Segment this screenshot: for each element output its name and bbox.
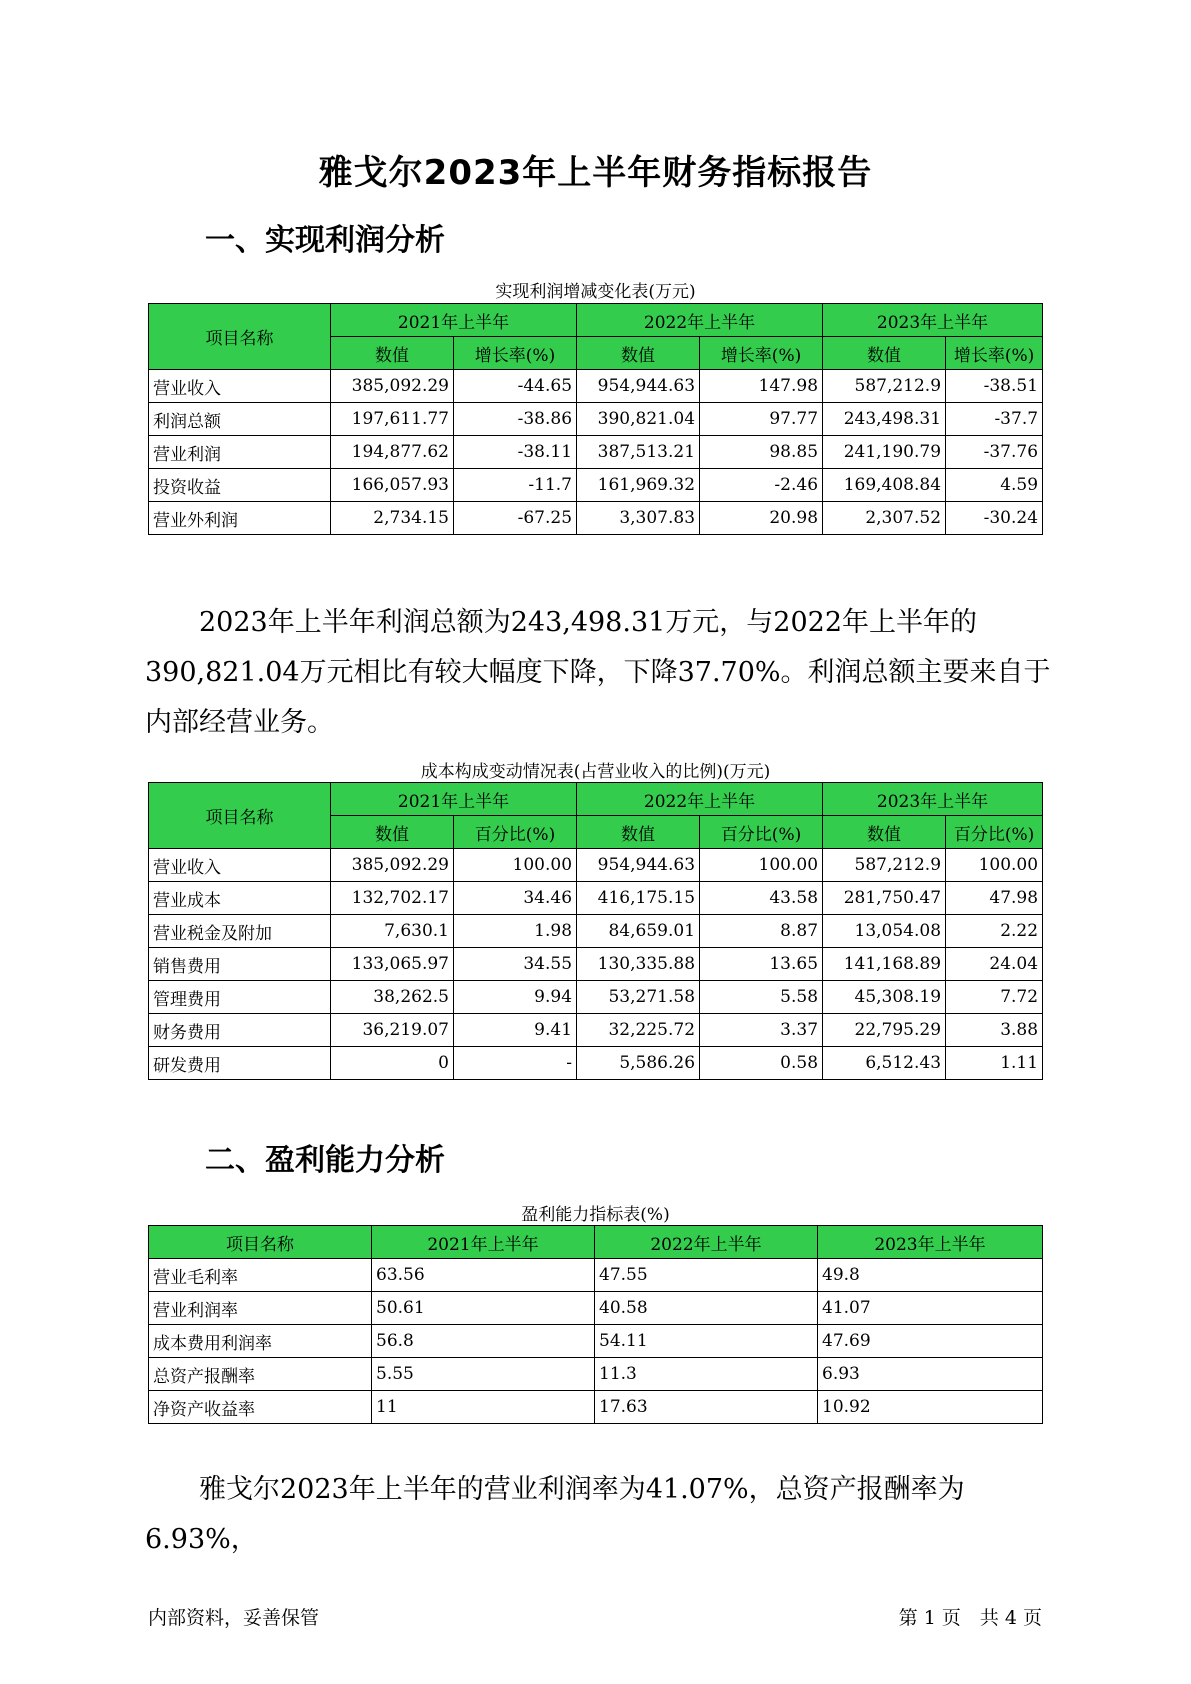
cell: -38.11 bbox=[454, 436, 577, 469]
cell: -37.7 bbox=[946, 403, 1043, 436]
profit-change-table bbox=[148, 303, 1043, 535]
cell: 22,795.29 bbox=[823, 1014, 946, 1047]
row-label: 营业外利润 bbox=[149, 502, 331, 535]
cell: 47.69 bbox=[818, 1325, 1043, 1358]
cell: 97.77 bbox=[700, 403, 823, 436]
cell: 10.92 bbox=[818, 1391, 1043, 1424]
cell: 147.98 bbox=[700, 370, 823, 403]
row-label: 财务费用 bbox=[149, 1014, 331, 1047]
cell: 954,944.63 bbox=[577, 849, 700, 882]
cell: 11.3 bbox=[595, 1358, 818, 1391]
cell: 34.46 bbox=[454, 882, 577, 915]
cell: 0.58 bbox=[700, 1047, 823, 1080]
cell: 390,821.04 bbox=[577, 403, 700, 436]
header-value: 数值 bbox=[823, 337, 946, 370]
page-title: 雅戈尔2023年上半年财务指标报告 bbox=[318, 153, 873, 193]
cell: 243,498.31 bbox=[823, 403, 946, 436]
cell: 54.11 bbox=[595, 1325, 818, 1358]
table-row bbox=[149, 1259, 1043, 1292]
table-row bbox=[149, 403, 1043, 436]
cell: 47.98 bbox=[946, 882, 1043, 915]
cell: 1.98 bbox=[454, 915, 577, 948]
cell: -2.46 bbox=[700, 469, 823, 502]
cell: 47.55 bbox=[595, 1259, 818, 1292]
table-row bbox=[149, 1014, 1043, 1047]
cell: 6.93 bbox=[818, 1358, 1043, 1391]
paragraph-text: 雅戈尔2023年上半年的营业利润率为41.07%，总资产报酬率为6.93%， bbox=[145, 1474, 965, 1555]
table-row bbox=[149, 915, 1043, 948]
header-period-2022: 2022年上半年 bbox=[577, 783, 823, 816]
cell: 8.87 bbox=[700, 915, 823, 948]
row-label: 管理费用 bbox=[149, 981, 331, 1014]
table-row bbox=[149, 882, 1043, 915]
cell: 100.00 bbox=[946, 849, 1043, 882]
cell: -67.25 bbox=[454, 502, 577, 535]
cell: 41.07 bbox=[818, 1292, 1043, 1325]
row-label: 成本费用利润率 bbox=[149, 1325, 372, 1358]
cell: 9.94 bbox=[454, 981, 577, 1014]
cell: 141,168.89 bbox=[823, 948, 946, 981]
row-label: 总资产报酬率 bbox=[149, 1358, 372, 1391]
section-heading-profit: 一、实现利润分析 bbox=[205, 223, 445, 258]
cell: 130,335.88 bbox=[577, 948, 700, 981]
cell: 56.8 bbox=[372, 1325, 595, 1358]
row-label: 营业利润率 bbox=[149, 1292, 372, 1325]
table-row bbox=[149, 436, 1043, 469]
cell: 2,307.52 bbox=[823, 502, 946, 535]
cell: 281,750.47 bbox=[823, 882, 946, 915]
cell: 132,702.17 bbox=[331, 882, 454, 915]
row-label: 营业收入 bbox=[149, 370, 331, 403]
table3-caption: 盈利能力指标表(%) bbox=[521, 1205, 670, 1225]
cell: 5.58 bbox=[700, 981, 823, 1014]
cell: 6,512.43 bbox=[823, 1047, 946, 1080]
footer-page-number: 第 1 页 共 4 页 bbox=[898, 1607, 1042, 1629]
cell: 34.55 bbox=[454, 948, 577, 981]
table-row bbox=[149, 370, 1043, 403]
cell: -30.24 bbox=[946, 502, 1043, 535]
row-label: 销售费用 bbox=[149, 948, 331, 981]
table-row bbox=[149, 1292, 1043, 1325]
header-value: 数值 bbox=[331, 337, 454, 370]
table-row bbox=[149, 981, 1043, 1014]
section-heading-profitability: 二、盈利能力分析 bbox=[205, 1143, 445, 1178]
paragraph-profitability-summary bbox=[145, 1465, 1055, 1565]
cell: 385,092.29 bbox=[331, 849, 454, 882]
header-growth: 增长率(%) bbox=[700, 337, 823, 370]
cell: 11 bbox=[372, 1391, 595, 1424]
row-label: 营业成本 bbox=[149, 882, 331, 915]
footer-confidential-note: 内部资料，妥善保管 bbox=[148, 1607, 320, 1629]
row-label: 研发费用 bbox=[149, 1047, 331, 1080]
cell: 50.61 bbox=[372, 1292, 595, 1325]
header-value: 数值 bbox=[823, 816, 946, 849]
paragraph-profit-summary bbox=[145, 598, 1055, 748]
cell: 197,611.77 bbox=[331, 403, 454, 436]
header-period-2021: 2021年上半年 bbox=[331, 304, 577, 337]
cell: -38.86 bbox=[454, 403, 577, 436]
cell: 5,586.26 bbox=[577, 1047, 700, 1080]
header-growth: 增长率(%) bbox=[454, 337, 577, 370]
cell: 1.11 bbox=[946, 1047, 1043, 1080]
cell: -11.7 bbox=[454, 469, 577, 502]
cell: 2,734.15 bbox=[331, 502, 454, 535]
cell: 7.72 bbox=[946, 981, 1043, 1014]
header-period-2023: 2023年上半年 bbox=[823, 304, 1043, 337]
table-row bbox=[149, 502, 1043, 535]
cell: 45,308.19 bbox=[823, 981, 946, 1014]
cell: 36,219.07 bbox=[331, 1014, 454, 1047]
cell: -44.65 bbox=[454, 370, 577, 403]
cell: 3.88 bbox=[946, 1014, 1043, 1047]
table-row bbox=[149, 849, 1043, 882]
header-item-name: 项目名称 bbox=[149, 1226, 372, 1259]
table2-caption: 成本构成变动情况表(占营业收入的比例)(万元) bbox=[420, 762, 771, 782]
cell: 100.00 bbox=[700, 849, 823, 882]
cell: -37.76 bbox=[946, 436, 1043, 469]
cell: 53,271.58 bbox=[577, 981, 700, 1014]
paragraph-text: 2023年上半年利润总额为243,498.31万元，与2022年上半年的390,821.04万元相比有较大幅度下降，下降37.70%。利润总额主要来自于内部经营业务。 bbox=[145, 607, 1051, 738]
row-label: 营业毛利率 bbox=[149, 1259, 372, 1292]
cell: 24.04 bbox=[946, 948, 1043, 981]
cell: 43.58 bbox=[700, 882, 823, 915]
cell: 194,877.62 bbox=[331, 436, 454, 469]
cell: 161,969.32 bbox=[577, 469, 700, 502]
table1-caption: 实现利润增减变化表(万元) bbox=[495, 282, 696, 302]
header-period-2023: 2023年上半年 bbox=[823, 783, 1043, 816]
header-value: 数值 bbox=[577, 816, 700, 849]
table-row bbox=[149, 469, 1043, 502]
cell: 169,408.84 bbox=[823, 469, 946, 502]
cell: 3.37 bbox=[700, 1014, 823, 1047]
cost-structure-table bbox=[148, 782, 1043, 1080]
header-period-2022: 2022年上半年 bbox=[595, 1226, 818, 1259]
cell: 385,092.29 bbox=[331, 370, 454, 403]
row-label: 投资收益 bbox=[149, 469, 331, 502]
cell: 9.41 bbox=[454, 1014, 577, 1047]
cell: 49.8 bbox=[818, 1259, 1043, 1292]
cell: 4.59 bbox=[946, 469, 1043, 502]
cell: 13,054.08 bbox=[823, 915, 946, 948]
header-period-2021: 2021年上半年 bbox=[372, 1226, 595, 1259]
cell: 241,190.79 bbox=[823, 436, 946, 469]
cell: 387,513.21 bbox=[577, 436, 700, 469]
header-value: 数值 bbox=[331, 816, 454, 849]
profitability-table bbox=[148, 1225, 1043, 1424]
row-label: 净资产收益率 bbox=[149, 1391, 372, 1424]
cell: 40.58 bbox=[595, 1292, 818, 1325]
cell: 32,225.72 bbox=[577, 1014, 700, 1047]
header-item-name: 项目名称 bbox=[149, 304, 331, 370]
cell: - bbox=[454, 1047, 577, 1080]
cell: 954,944.63 bbox=[577, 370, 700, 403]
cell: 7,630.1 bbox=[331, 915, 454, 948]
header-value: 数值 bbox=[577, 337, 700, 370]
cell: -38.51 bbox=[946, 370, 1043, 403]
cell: 5.55 bbox=[372, 1358, 595, 1391]
header-percent: 百分比(%) bbox=[700, 816, 823, 849]
row-label: 营业利润 bbox=[149, 436, 331, 469]
cell: 100.00 bbox=[454, 849, 577, 882]
cell: 63.56 bbox=[372, 1259, 595, 1292]
cell: 166,057.93 bbox=[331, 469, 454, 502]
cell: 98.85 bbox=[700, 436, 823, 469]
row-label: 营业税金及附加 bbox=[149, 915, 331, 948]
cell: 17.63 bbox=[595, 1391, 818, 1424]
cell: 2.22 bbox=[946, 915, 1043, 948]
table-row bbox=[149, 948, 1043, 981]
cell: 84,659.01 bbox=[577, 915, 700, 948]
cell: 587,212.9 bbox=[823, 370, 946, 403]
row-label: 营业收入 bbox=[149, 849, 331, 882]
cell: 0 bbox=[331, 1047, 454, 1080]
header-growth: 增长率(%) bbox=[946, 337, 1043, 370]
header-period-2021: 2021年上半年 bbox=[331, 783, 577, 816]
cell: 416,175.15 bbox=[577, 882, 700, 915]
header-period-2023: 2023年上半年 bbox=[818, 1226, 1043, 1259]
cell: 133,065.97 bbox=[331, 948, 454, 981]
table-row bbox=[149, 1325, 1043, 1358]
cell: 587,212.9 bbox=[823, 849, 946, 882]
header-item-name: 项目名称 bbox=[149, 783, 331, 849]
header-period-2022: 2022年上半年 bbox=[577, 304, 823, 337]
cell: 38,262.5 bbox=[331, 981, 454, 1014]
header-percent: 百分比(%) bbox=[946, 816, 1043, 849]
table-row bbox=[149, 1047, 1043, 1080]
header-percent: 百分比(%) bbox=[454, 816, 577, 849]
cell: 3,307.83 bbox=[577, 502, 700, 535]
table-row bbox=[149, 1358, 1043, 1391]
cell: 20.98 bbox=[700, 502, 823, 535]
cell: 13.65 bbox=[700, 948, 823, 981]
row-label: 利润总额 bbox=[149, 403, 331, 436]
table-row bbox=[149, 1391, 1043, 1424]
